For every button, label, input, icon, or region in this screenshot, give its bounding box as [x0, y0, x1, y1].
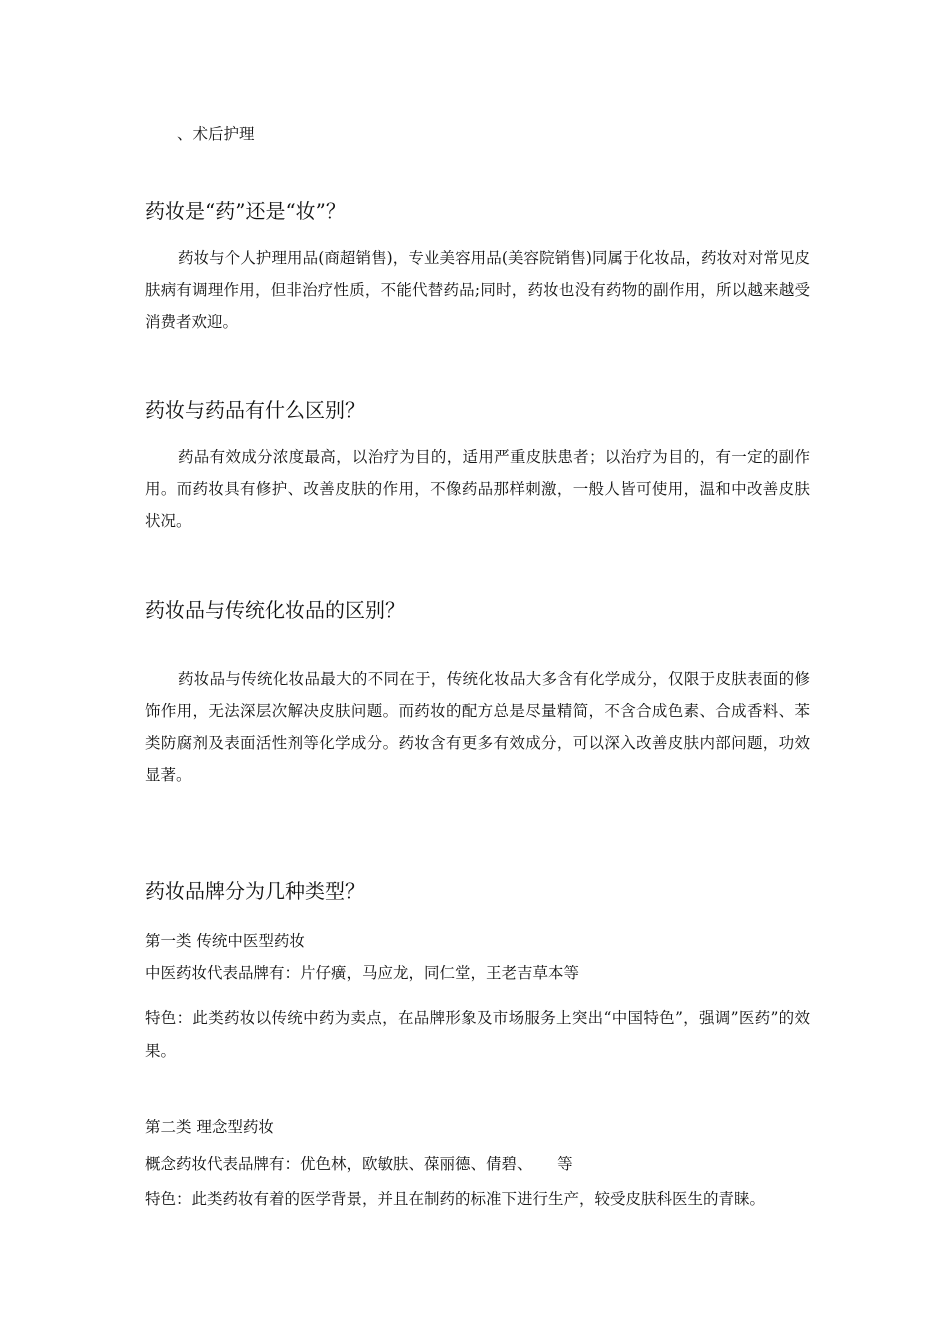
type-2-brands: 概念药妆代表品牌有：优色林，欧敏肤、葆丽德、倩碧、 等 [145, 1155, 573, 1173]
type-1-brands: 中医药妆代表品牌有：片仔癀，马应龙，同仁堂，王老吉草本等 [145, 964, 580, 982]
section-heading-3: 药妆品与传统化妆品的区别？ [145, 598, 405, 622]
section-body-2: 药品有效成分浓度最高，以治疗为目的，适用严重皮肤患者；以治疗为目的，有一定的副作用。而药妆具有修护、改善皮肤的作用，不像药品那样刺激，一般人皆可使用，温和中改善皮肤状况。 [145, 448, 810, 530]
type-2-title: 第二类 理念型药妆 [145, 1118, 274, 1136]
section-body-3: 药妆品与传统化妆品最大的不同在于，传统化妆品大多含有化学成分，仅限于皮肤表面的修饰作用，无法深层次解决皮肤问题。而药妆的配方总是尽量精简，不含合成色素、合成香料、苯类防腐剂及表面活性剂等化学成分。药妆含有更多有效成分，可以深入改善皮肤内部问题，功效显著。 [145, 670, 810, 784]
section-body-1: 药妆与个人护理用品(商超销售)，专业美容用品(美容院销售)同属于化妆品，药妆对对常见皮肤病有调理作用，但非治疗性质，不能代替药品;同时，药妆也没有药物的副作用，所以越来越受消费者欢迎。 [145, 249, 810, 331]
type-1-feature: 特色：此类药妆以传统中药为卖点，在品牌形象及市场服务上突出“中国特色”，强调”医药”的效果。 [145, 1009, 810, 1060]
type-2-feature: 特色：此类药妆有着的医学背景，并且在制药的标准下进行生产，较受皮肤科医生的青睐。 [145, 1190, 766, 1208]
intro-list-item: 、术后护理 [177, 125, 255, 143]
type-1-title: 第一类 传统中医型药妆 [145, 932, 305, 950]
section-heading-4: 药妆品牌分为几种类型？ [145, 879, 365, 903]
section-heading-1: 药妆是“药”还是“妆”？ [145, 199, 346, 223]
section-heading-2: 药妆与药品有什么区别？ [145, 398, 365, 422]
